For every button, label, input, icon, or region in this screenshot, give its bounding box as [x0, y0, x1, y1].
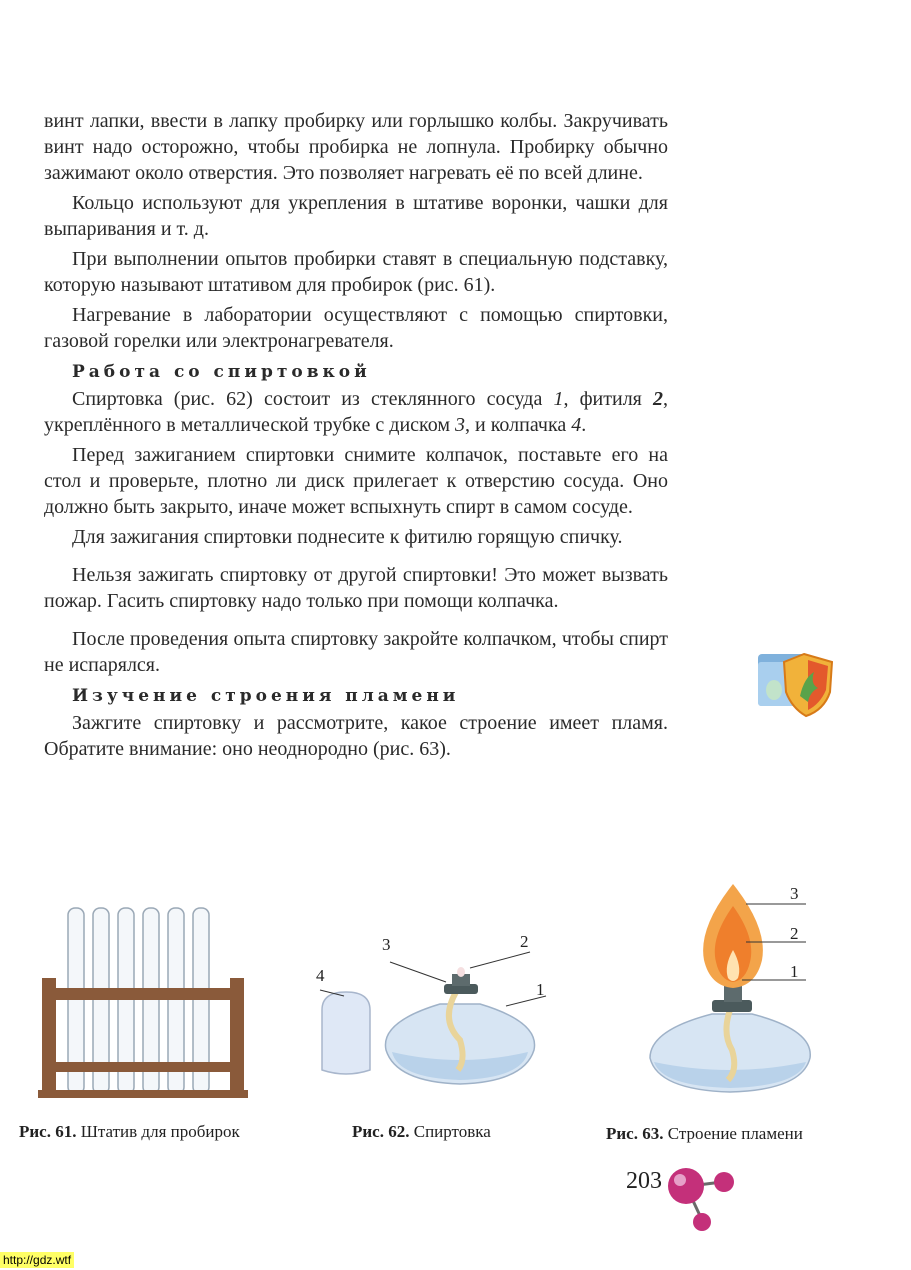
fig63-label-3: 3 [790, 884, 799, 903]
section-heading: Изучение строения пламени [72, 686, 460, 706]
watermark-link[interactable]: http://gdz.wtf [0, 1252, 74, 1268]
paragraph: Спиртовка (рис. 62) состоит из стеклянного сосуда 1, фитиля 2, укреплённого в металлической трубке с диском 3, и колпачка 4. [44, 388, 668, 436]
paragraph: При выполнении опытов пробирки ставят в специальную подставку, которую называют штативом для пробирок (рис. 61). [44, 248, 668, 296]
page-number: 203 [626, 1168, 662, 1194]
paragraph: После проведения опыта спиртовку закройте колпачком, чтобы спирт не испарялся. [44, 628, 668, 676]
flame-structure-illustration [642, 880, 842, 1100]
fig62-label-2: 2 [520, 932, 529, 951]
paragraph: винт лапки, ввести в лапку пробирку или горлышко колбы. Закручивать винт надо осторожно, чтобы пробирка не лопнула. Пробирку обычно зажимают около отверстия. Это позволяет нагревать её по всей длине. [44, 110, 668, 184]
paragraph: Перед зажиганием спиртовки снимите колпачок, поставьте его на стол и проверьте, плотно ли диск прилегает к отверстию сосуда. Оно должно быть закрыто, иначе может вспыхнуть спирт в самом сосуде. [44, 444, 668, 518]
fig63-label-1: 1 [790, 962, 799, 981]
paragraph: Зажгите спиртовку и рассмотрите, какое строение имеет пламя. Обратите внимание: оно неоднородно (рис. 63). [44, 712, 668, 760]
paragraph: Кольцо используют для укрепления в штативе воронки, чашки для выпаривания и т. д. [44, 192, 668, 240]
figure-63-caption: Рис. 63. Строение пламени [606, 1124, 803, 1143]
warning-paragraph: Нельзя зажигать спиртовку от другой спиртовки! Это может вызвать пожар. Гасить спиртовку надо только при помощи колпачка. [44, 564, 668, 612]
paragraph: Для зажигания спиртовки поднесите к фитилю горящую спичку. [72, 526, 623, 548]
fig62-label-3: 3 [382, 935, 391, 954]
test-tube-rack-illustration [38, 900, 248, 1100]
body-text [44, 108, 668, 766]
fig62-label-4: 4 [316, 966, 325, 985]
figure-61-caption: Рис. 61. Штатив для пробирок [19, 1122, 240, 1141]
paragraph: Нагревание в лаборатории осуществляют с помощью спиртовки, газовой горелки или электронагревателя. [44, 304, 668, 352]
molecule-icon [664, 1162, 744, 1234]
fig63-label-2: 2 [790, 924, 799, 943]
fig62-label-1: 1 [536, 980, 545, 999]
section-heading: Работа со спиртовкой [72, 362, 371, 382]
spirit-lamp-illustration [310, 940, 560, 1090]
figure-62-caption: Рис. 62. Спиртовка [352, 1122, 491, 1141]
safety-shield-icon [752, 648, 838, 718]
